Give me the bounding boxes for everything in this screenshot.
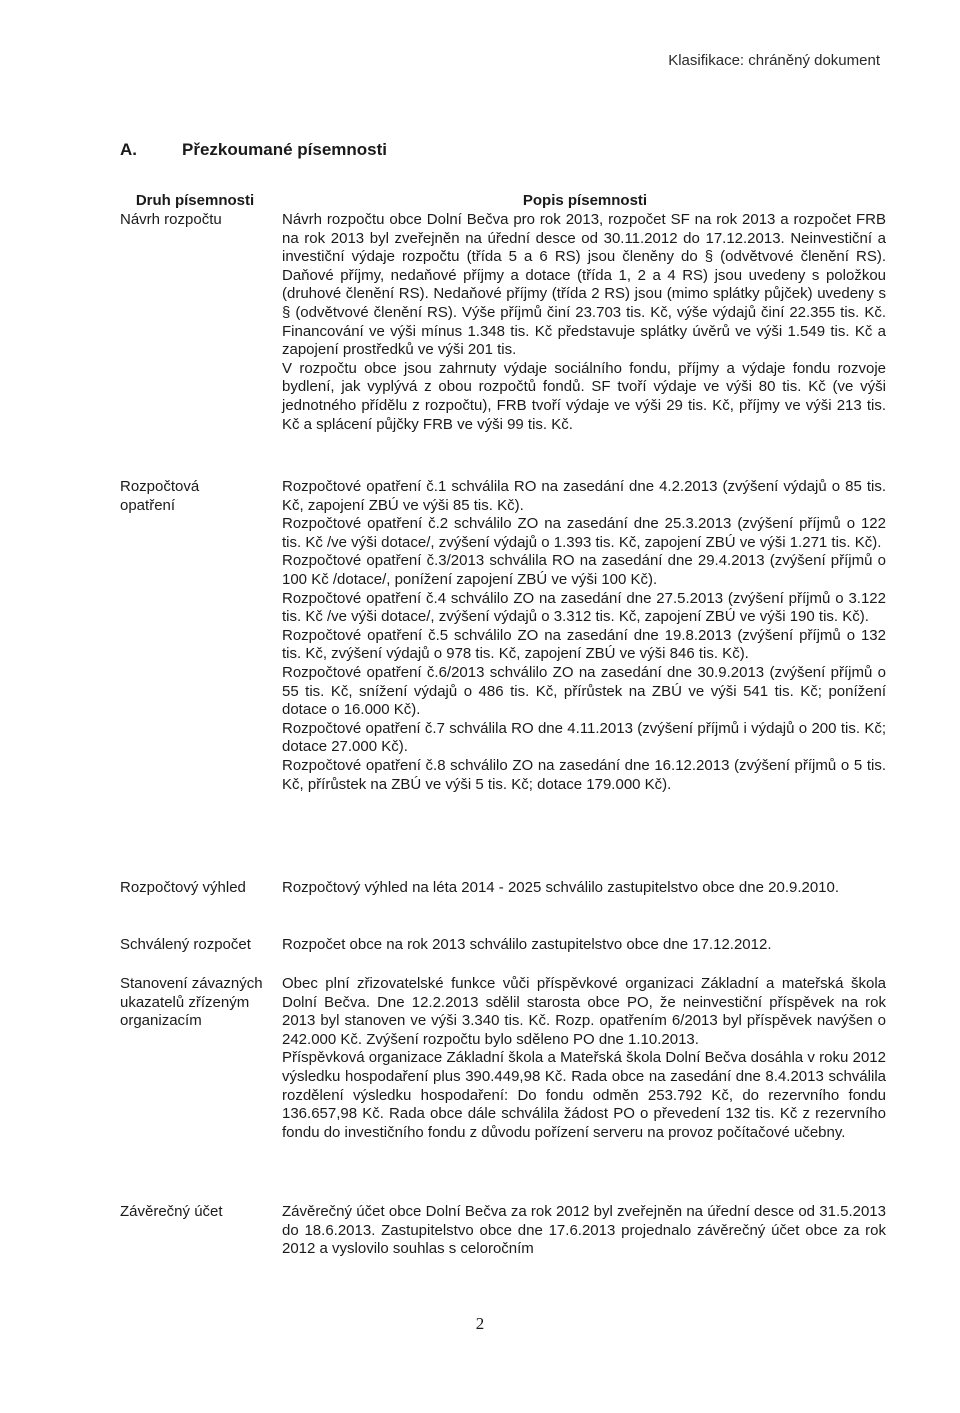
row-description xyxy=(282,879,886,898)
description-paragraph: Rozpočtové opatření č.2 schválilo ZO na zasedání dne 25.3.2013 (zvýšení příjmů o 122 tis. Kč /ve výši dotace/, zvýšení výdajů o 1.393 tis. Kč, zapojení ZBÚ ve výši 1.271 tis. Kč). xyxy=(282,515,886,551)
description-paragraph: Rozpočtový výhled na léta 2014 - 2025 schválilo zastupitelstvo obce dne 20.9.2010. xyxy=(282,879,840,896)
classification-label: Klasifikace: chráněný dokument xyxy=(668,52,880,69)
row-label: Závěrečný účet xyxy=(120,1203,223,1220)
description-paragraph: Rozpočtové opatření č.1 schválila RO na zasedání dne 4.2.2013 (zvýšení výdajů o 85 tis. Kč, zapojení ZBÚ ve výši 85 tis. Kč). xyxy=(282,478,886,514)
description-paragraph: Rozpočtové opatření č.5 schválilo ZO na zasedání dne 19.8.2013 (zvýšení příjmů o 132 tis. Kč, zvýšení výdajů o 978 tis. Kč, zapojení ZBÚ ve výši 846 tis. Kč). xyxy=(282,626,886,663)
description-paragraph: V rozpočtu obce jsou zahrnuty výdaje sociálního fondu, příjmy a výdaje fondu rozvoje bydlení, jak vyplývá z obou rozpočtů fondů. SF tvoří výdaje ve výši 80 tis. Kč (ve výši jednotného přídělu z rozpočtu), FRB tvoří výdaje ve výši 29 tis. Kč, příjmy ve výši 213 tis. Kč a splácení půjčky FRB ve výši 99 tis. Kč. xyxy=(282,359,886,433)
description-paragraph: Příspěvková organizace Základní škola a Mateřská škola Dolní Bečva dosáhla v roku 2012 výsledku hospodaření plus 390.449,98 Kč. Rada obce na zasedání dne 8.4.2013 schválila rozdělení výsledku hospodaření: Do fondu odměn 253.792 Kč, do rezervního fondu 136.657,98 Kč. Rada obce dále schválila žádost PO o převedení 132 tis. Kč z rezervního fondu do investičního fondu z důvodu pořízení serveru na provoz počítačové učebny. xyxy=(282,1049,886,1141)
description-paragraph: Závěrečný účet obce Dolní Bečva za rok 2012 byl zveřejněn na úřední desce od 31.5.2013 do 18.6.2013. Zastupitelstvo obce dne 17.6.2013 projednalo závěrečný účet obce za rok 2012 a vyslovilo souhlas s celoročním xyxy=(282,1203,886,1258)
row-description xyxy=(282,936,886,955)
section-heading xyxy=(120,140,387,160)
description-paragraph: Rozpočtové opatření č.4 schválilo ZO na zasedání dne 27.5.2013 (zvýšení příjmů o 3.122 tis. Kč /ve výši dotace/, zvýšení výdajů o 3.312 tis. Kč, zapojení ZBÚ ve výši 190 tis. Kč). xyxy=(282,589,886,626)
row-label: Schválený rozpočet xyxy=(120,936,251,953)
column-header-type: Druh písemnosti xyxy=(135,192,255,209)
row-label: Stanovení závazných ukazatelů zřízeným organizacím xyxy=(120,975,263,1029)
description-paragraph: Rozpočet obce na rok 2013 schválilo zastupitelstvo obce dne 17.12.2012. xyxy=(282,936,772,953)
row-label: Rozpočtový výhled xyxy=(120,879,246,896)
description-paragraph: Obec plní zřizovatelské funkce vůči příspěvkové organizaci Základní a mateřská škola Dolní Bečva. Dne 12.2.2013 sdělil starosta obce PO, že neinvestiční příspěvek na rok 2013 byl stanoven ve výši 3.340 tis. Kč. Rozp. opatřením 6/2013 byl příspěvek navýšen o 242.000 Kč. Zvýšení rozpočtu bylo sděleno PO dne 1.10.2013. xyxy=(282,975,886,1048)
description-paragraph: Rozpočtové opatření č.6/2013 schválilo ZO na zasedání dne 30.9.2013 (zvýšení příjmů o 55 tis. Kč, snížení výdajů o 486 tis. Kč, přírůstek na ZBÚ ve výši 541 tis. Kč; ponížení dotace o 16.000 Kč). xyxy=(282,663,886,719)
section-letter: A. xyxy=(120,140,137,159)
page-number: 2 xyxy=(475,1314,485,1333)
description-paragraph: Rozpočtové opatření č.3/2013 schválila RO na zasedání dne 29.4.2013 (zvýšení příjmů o 100 Kč /dotace/, ponížení zapojení ZBÚ ve výši 100 Kč). xyxy=(282,552,886,588)
description-paragraph: Návrh rozpočtu obce Dolní Bečva pro rok 2013, rozpočet SF na rok 2013 a rozpočet FRB na rok 2013 byl zveřejněn na úřední desce od 30.11.2012 do 17.12.2013. Neinvestiční a investiční výdaje rozpočtu (třída 5 a 6 RS) jsou členěny do § (odvětvové členění RS). Daňové příjmy, nedaňové příjmy a dotace (třída 1, 2 a 4 RS) jsou uvedeny s položkou (druhové členění RS). Nedaňové příjmy (třída 2 RS) jsou (mimo splátky půjček) uvedeny s § (odvětvové členění RS). Výše příjmů činí 23.703 tis. Kč, výše výdajů činí 22.355 tis. Kč. Financování ve výši mínus 1.348 tis. Kč představuje splátky úvěrů ve výši 1.549 tis. Kč a zapojení prostředků ve výši 201 tis. xyxy=(282,211,886,359)
row-description xyxy=(282,1203,886,1259)
row-description xyxy=(282,478,886,794)
row-description xyxy=(282,975,886,1142)
section-title: Přezkoumané písemnosti xyxy=(182,140,388,159)
description-paragraph: Rozpočtové opatření č.7 schválila RO dne 4.11.2013 (zvýšení příjmů i výdajů o 200 tis. Kč; dotace 27.000 Kč). xyxy=(282,719,886,756)
description-paragraph: Rozpočtové opatření č.8 schválilo ZO na zasedání dne 16.12.2013 (zvýšení příjmů o 5 tis. Kč, přírůstek na ZBÚ ve výši 5 tis. Kč; dotace 179.000 Kč). xyxy=(282,756,886,793)
row-label: Rozpočtová opatření xyxy=(120,478,200,514)
row-description xyxy=(282,211,886,434)
row-label: Návrh rozpočtu xyxy=(120,211,222,228)
column-header-description: Popis písemnosti xyxy=(522,192,648,209)
